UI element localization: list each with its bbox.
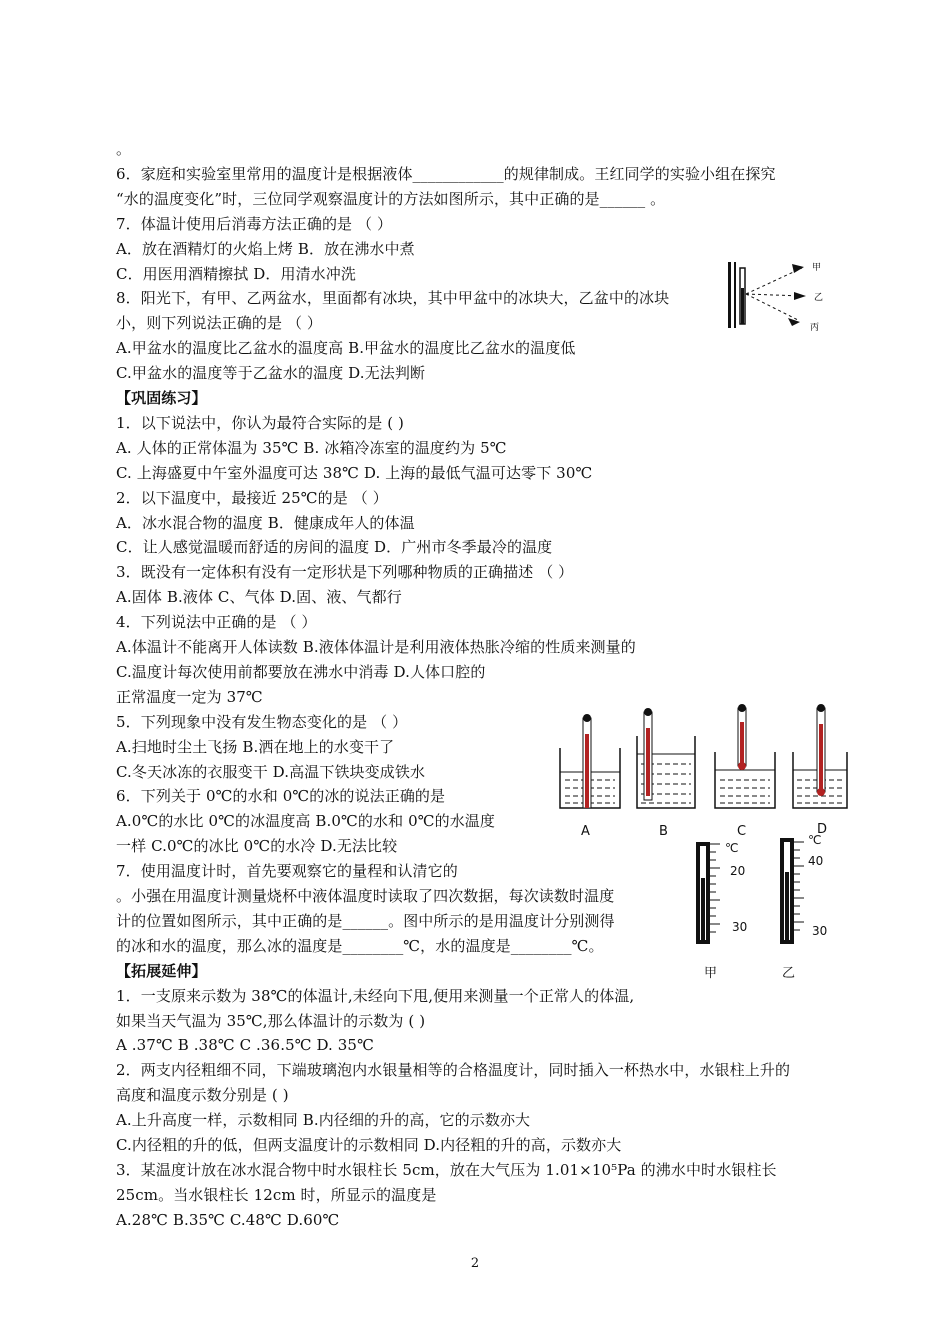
- text-line: A .37℃ B .38℃ C .36.5℃ D. 35℃: [116, 1036, 374, 1055]
- text-line: A.体温计不能离开人体读数 B.液体体温计是利用液体热胀冷缩的性质来测量的: [116, 638, 636, 656]
- text-line: 7．体温计使用后消毒方法正确的是 （ ）: [116, 214, 393, 233]
- eye-icon: [788, 318, 800, 326]
- view-label: 丙: [810, 323, 820, 333]
- text-line: 。: [116, 140, 132, 158]
- tick-label: 30: [812, 924, 828, 938]
- text-line: C. 上海盛夏中午室外温度可达 38℃ D. 上海的最低气温可达零下 30℃: [116, 463, 593, 482]
- eye-icon: [792, 264, 804, 273]
- text-line: C.冬天冰冻的衣服变干 D.高温下铁块变成铁水: [116, 762, 426, 781]
- text-line: 2．两支内径粗细不同，下端玻璃泡内水银量相等的合格温度计，同时插入一杯热水中，水银柱上升的: [116, 1061, 791, 1080]
- text-line: C.温度计每次使用前都要放在沸水中消毒 D.人体口腔的: [116, 662, 486, 681]
- text-line: 4．下列说法中正确的是 （ ）: [116, 613, 317, 632]
- text-line: 5．下列现象中没有发生物态变化的是 （ ）: [116, 712, 408, 731]
- unit-label: ℃: [808, 833, 822, 847]
- text-line: A．放在酒精灯的火焰上烤 B．放在沸水中煮: [116, 239, 415, 258]
- view-label: 乙: [814, 293, 824, 303]
- text-line: 。小强在用温度计测量烧杯中液体温度时读取了四次数据，每次读数时温度: [116, 887, 615, 905]
- scale-bar-mid: [734, 262, 736, 328]
- liquid-column: [741, 288, 744, 324]
- text-line: 1．以下说法中，你认为最符合实际的是 ( ): [116, 413, 404, 432]
- text-line: “水的温度变化”时，三位同学观察温度计的方法如图所示，其中正确的是______ 。: [116, 189, 666, 208]
- text-line: A.上升高度一样，示数相同 B.内径细的升的高，它的示数亦大: [116, 1111, 531, 1130]
- text-line: A．冰水混合物的温度 B．健康成年人的体温: [116, 513, 415, 532]
- text-line: A. 人体的正常体温为 35℃ B. 冰箱冷冻室的温度约为 5℃: [116, 438, 507, 457]
- beaker-d: [793, 704, 847, 808]
- text-line: 6．下列关于 0℃的水和 0℃的冰的说法正确的是: [116, 787, 446, 806]
- text-line: C．用医用酒精擦拭 D．用清水冲洗: [116, 264, 356, 283]
- page-number: 2: [470, 1256, 480, 1271]
- text-line: 计的位置如图所示，其中正确的是______。图中所示的是用温度计分别测得: [116, 911, 615, 930]
- text-line: A.固体 B.液体 C、气体 D.固、液、气都行: [116, 588, 402, 607]
- text-line: 25cm。当水银柱长 12cm 时，所显示的温度是: [116, 1185, 437, 1204]
- view-label: 甲: [812, 263, 822, 273]
- beaker-c: [715, 704, 775, 808]
- tick-label: 20: [730, 864, 746, 878]
- text-line: A.28℃ B.35℃ C.48℃ D.60℃: [116, 1210, 340, 1229]
- beaker-label: B: [659, 824, 668, 839]
- text-line: 如果当天气温为 35℃,那么体温计的示数为 ( ): [116, 1011, 426, 1030]
- tick-label: 30: [732, 920, 748, 934]
- text-line: 3．某温度计放在冰水混合物中时水银柱长 5cm，放在大气压为 1.01×10⁵Pa 的沸水中时水银柱长: [116, 1160, 777, 1179]
- beaker-thermometer-figure: [555, 700, 850, 840]
- text-line: 高度和温度示数分别是 ( ): [116, 1086, 289, 1105]
- beaker-b: [637, 708, 695, 808]
- beaker-label: A: [581, 824, 590, 839]
- text-line: 3．既没有一定体积有没有一定形状是下列哪种物质的正确描述 （ ）: [116, 563, 574, 582]
- text-line: 8．阳光下，有甲、乙两盆水，里面都有冰块，其中甲盆中的冰块大，乙盆中的冰块: [116, 289, 670, 308]
- text-line: 【拓展延伸】: [116, 961, 207, 980]
- text-line: A.0℃的水比 0℃的冰温度高 B.0℃的水和 0℃的水温度: [116, 812, 495, 831]
- sightline-level: [746, 294, 802, 296]
- sightline-top: [746, 268, 802, 294]
- text-line: C.甲盆水的温度等于乙盆水的温度 D.无法判断: [116, 364, 426, 383]
- tick-label: 40: [808, 854, 824, 868]
- thermometer-caption: 乙: [782, 966, 796, 981]
- text-line: 一样 C.0℃的冰比 0℃的水冷 D.无法比较: [116, 837, 398, 856]
- text-line: 正常温度一定为 37℃: [116, 687, 263, 706]
- thermometer-yi: [780, 838, 804, 944]
- text-line: C．让人感觉温暖而舒适的房间的温度 D．广州市冬季最冷的温度: [116, 538, 553, 557]
- thermometer-caption: 甲: [704, 966, 718, 981]
- beaker-a: [560, 714, 620, 808]
- beaker-label: C: [737, 824, 747, 839]
- scale-bar-left: [728, 262, 731, 328]
- unit-label: ℃: [725, 841, 739, 855]
- text-line: 小，则下列说法正确的是 （ ）: [116, 314, 323, 333]
- eye-icon: [794, 292, 806, 300]
- text-line: A.甲盆水的温度比乙盆水的温度高 B.甲盆水的温度比乙盆水的温度低: [116, 339, 576, 358]
- text-line: 1．一支原来示数为 38℃的体温计,未经向下甩,便用来测量一个正常人的体温,: [116, 986, 635, 1005]
- beaker-label: D: [817, 822, 828, 837]
- text-line: 【巩固练习】: [116, 389, 207, 407]
- text-line: A.扫地时尘土飞扬 B.洒在地上的水变干了: [116, 737, 395, 756]
- sightline-bottom: [746, 294, 798, 320]
- text-line: C.内径粗的升的低，但两支温度计的示数相同 D.内径粗的升的高，示数亦大: [116, 1136, 622, 1154]
- thermometer-jia: [696, 842, 720, 944]
- thermometer-viewing-figure: [722, 258, 832, 334]
- text-line: 2．以下温度中，最接近 25℃的是 （ ）: [116, 488, 388, 507]
- text-line: 7．使用温度计时，首先要观察它的量程和认清它的: [116, 862, 458, 881]
- text-line: 的冰和水的温度，那么冰的温度是________℃，水的温度是________℃。: [116, 936, 604, 955]
- text-line: 6．家庭和实验室里常用的温度计是根据液体____________的规律制成。王红同学的实验小组在探究: [116, 164, 776, 183]
